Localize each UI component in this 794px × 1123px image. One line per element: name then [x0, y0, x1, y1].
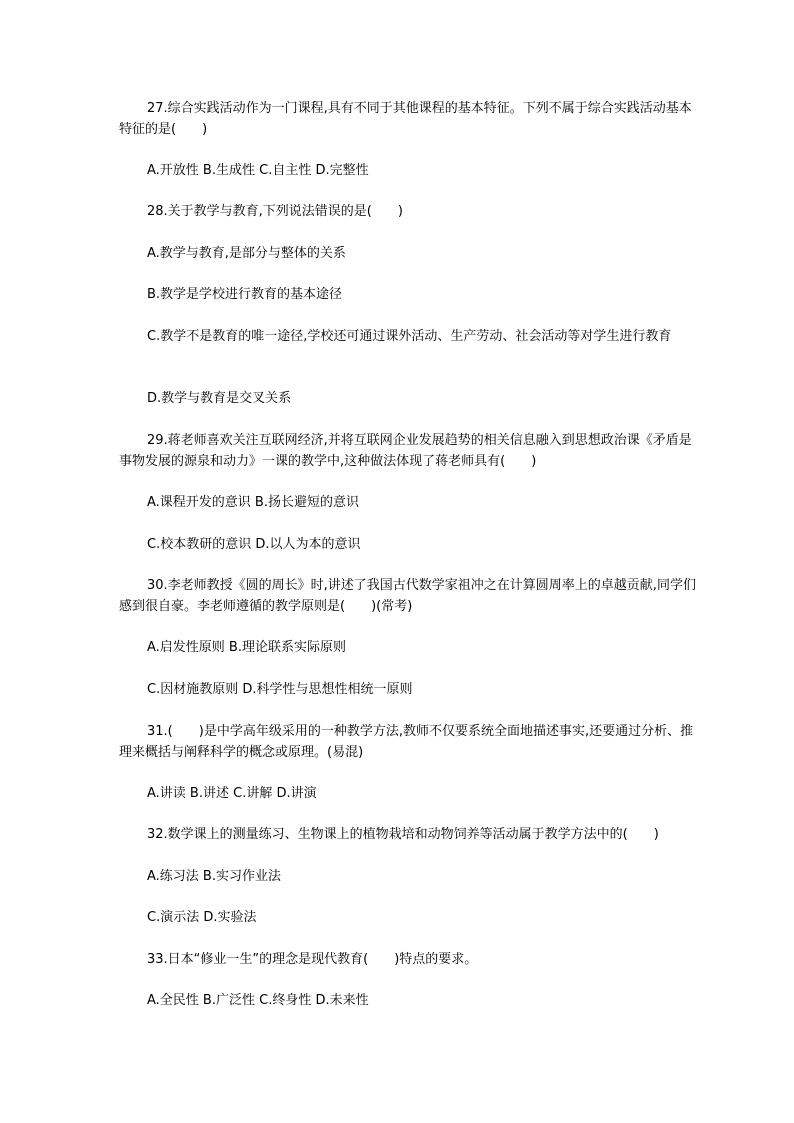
question-28: [119, 201, 699, 222]
question-30-options-ab-text: A.启发性原则 B.理论联系实际原则: [147, 640, 346, 655]
question-31-text: 31.( )是中学高年级采用的一种教学方法,教师不仅要系统全面地描述事实,还要通过分析、推理来概括与阐释科学的概念或原理。(易混): [119, 724, 694, 760]
question-32-text: 32.数学课上的测量练习、生物课上的植物栽培和动物饲养等活动属于教学方法中的( ): [147, 827, 659, 842]
question-28-option-b: [119, 284, 699, 305]
question-33-text: 33.日本“修业一生”的理念是现代教育( )特点的要求。: [147, 952, 478, 967]
question-33: [119, 949, 699, 970]
question-29-options-ab-text: A.课程开发的意识 B.扬长避短的意识: [147, 495, 359, 510]
question-28-option-d: [119, 388, 699, 409]
question-30-text: 30.李老师教授《圆的周长》时,讲述了我国古代数学家祖冲之在计算圆周率上的卓越贡献,同学们感到很自豪。李老师遵循的教学原则是( )(常考): [119, 578, 696, 614]
question-28-option-b-text: B.教学是学校进行教育的基本途径: [147, 287, 343, 302]
question-29-options-ab: [119, 492, 699, 513]
question-28-option-a: [119, 243, 699, 264]
question-32-options-ab: [119, 866, 699, 887]
question-30-options-cd: [119, 679, 699, 700]
question-27-options: [119, 160, 699, 181]
question-29-options-cd: [119, 534, 699, 555]
question-29-text: 29.蒋老师喜欢关注互联网经济,并将互联网企业发展趋势的相关信息融入到思想政治课《矛盾是事物发展的源泉和动力》一课的教学中,这种做法体现了蒋老师具有( ): [119, 433, 692, 469]
question-30-options-ab: [119, 637, 699, 658]
question-32-options-cd-text: C.演示法 D.实验法: [147, 910, 257, 925]
question-28-option-c-text: C.教学不是教育的唯一途径,学校还可通过课外活动、生产劳动、社会活动等对学生进行教育: [147, 329, 672, 344]
question-33-options: [119, 990, 699, 1011]
question-32: [119, 824, 699, 845]
question-31-options: [119, 783, 699, 804]
question-33-options-text: A.全民性 B.广泛性 C.终身性 D.未来性: [147, 993, 369, 1008]
question-28-text: 28.关于教学与教育,下列说法错误的是( ): [147, 204, 403, 219]
question-29-options-cd-text: C.校本教研的意识 D.以人为本的意识: [147, 537, 361, 552]
question-31-options-text: A.讲读 B.讲述 C.讲解 D.讲演: [147, 786, 317, 801]
question-30-options-cd-text: C.因材施教原则 D.科学性与思想性相统一原则: [147, 682, 413, 697]
question-29: [119, 430, 699, 472]
question-30: [119, 575, 699, 617]
question-31: [119, 721, 699, 763]
question-32-options-ab-text: A.练习法 B.实习作业法: [147, 869, 281, 884]
question-28-option-c: [119, 326, 699, 347]
question-27-text: 27.综合实践活动作为一门课程,具有不同于其他课程的基本特征。下列不属于综合实践活动基本特征的是( ): [119, 101, 692, 137]
question-27-options-text: A.开放性 B.生成性 C.自主性 D.完整性: [147, 163, 369, 178]
question-28-option-a-text: A.教学与教育,是部分与整体的关系: [147, 246, 346, 261]
question-28-option-d-text: D.教学与教育是交叉关系: [147, 391, 292, 406]
question-27: [119, 98, 699, 140]
question-32-options-cd: [119, 907, 699, 928]
